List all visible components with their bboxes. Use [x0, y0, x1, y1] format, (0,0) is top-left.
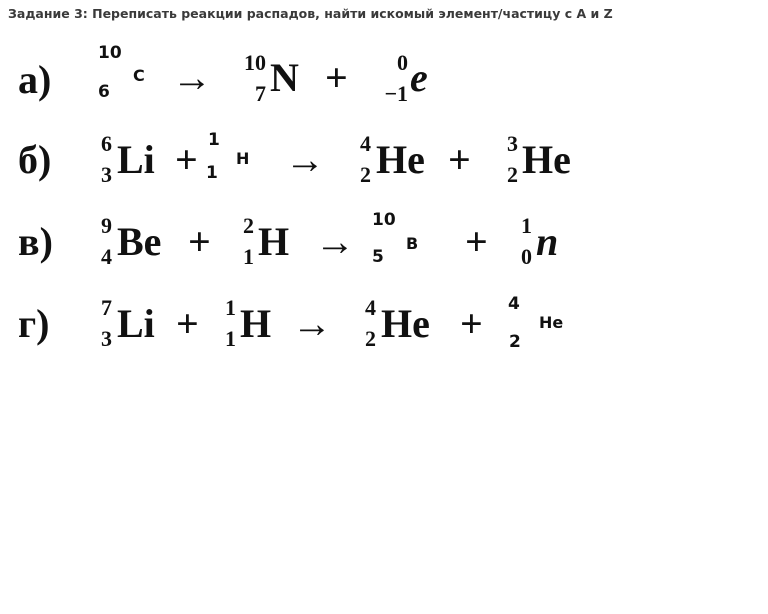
reaction-b-label: б): [18, 137, 52, 182]
reaction-b-product1-charge: 2: [360, 162, 371, 187]
reaction-g-reactant1-charge: 3: [101, 326, 112, 351]
reaction-b-plus1: +: [175, 137, 198, 182]
reaction-b-product2-charge: 2: [507, 162, 518, 187]
reaction-g-plus2: +: [460, 301, 483, 346]
reaction-v-reactant1-charge: 4: [101, 244, 112, 269]
reaction-g-reactant2-charge: 1: [225, 326, 236, 351]
reaction-v-reactant1-symbol: Be: [117, 219, 162, 264]
reaction-g-reactant1-mass: 7: [101, 295, 112, 320]
reaction-g-product2-charge: 2: [509, 332, 521, 352]
reaction-g-label: г): [18, 301, 50, 346]
reaction-v-plus1: +: [188, 219, 211, 264]
reaction-v-reactant1-mass: 9: [101, 213, 112, 238]
reaction-v-product1-symbol: B: [406, 234, 419, 253]
reaction-b-product2-symbol: He: [522, 137, 571, 182]
reaction-a-product1-charge: 7: [255, 81, 266, 106]
reaction-g-reactant2-mass: 1: [225, 295, 236, 320]
reaction-b-product1-symbol: He: [376, 137, 425, 182]
reaction-g-reactant2-symbol: H: [240, 301, 272, 346]
reaction-v-product2-symbol: n: [536, 219, 559, 264]
reaction-a-product2-charge: −1: [384, 81, 408, 106]
reaction-v-reactant2-charge: 1: [243, 244, 254, 269]
reaction-v-reactant2-mass: 2: [243, 213, 254, 238]
reaction-a-plus: +: [325, 55, 348, 100]
reaction-a-product2-mass: 0: [397, 50, 408, 75]
reaction-v-plus2: +: [465, 219, 488, 264]
reaction-b-reactant2-charge: 1: [206, 163, 218, 183]
task-title: Задание 3: Переписать реакции распадов, найти искомый элемент/частицу с А и Z: [8, 6, 613, 21]
reaction-v-reactant2-symbol: H: [258, 219, 290, 264]
reaction-v-arrow: →: [315, 219, 355, 264]
reaction-a-product1-mass: 10: [244, 50, 266, 75]
reaction-a-reactant-mass: 10: [98, 43, 122, 63]
reaction-v-product1-mass: 10: [372, 210, 396, 230]
reaction-g-reactant1-symbol: Li: [117, 301, 155, 346]
reaction-b-reactant1-symbol: Li: [117, 137, 155, 182]
reaction-b-reactant1-mass: 6: [101, 131, 112, 156]
reaction-b-plus2: +: [448, 137, 471, 182]
reaction-g-product2-mass: 4: [508, 294, 520, 314]
reaction-a-arrow: →: [172, 55, 212, 100]
reaction-a-reactant-charge: 6: [98, 82, 110, 102]
reaction-b-reactant2-symbol: H: [236, 149, 250, 168]
reaction-b-reactant1-charge: 3: [101, 162, 112, 187]
reaction-g-plus1: +: [176, 301, 199, 346]
reaction-v-product2-charge: 0: [521, 244, 532, 269]
reaction-a-product1-symbol: N: [270, 55, 299, 100]
reaction-a-label: а): [18, 57, 52, 102]
reaction-b-product2-mass: 3: [507, 131, 518, 156]
reaction-v-product1-charge: 5: [372, 247, 384, 267]
reaction-v-label: в): [18, 219, 53, 264]
reaction-g-product1-charge: 2: [365, 326, 376, 351]
reaction-v-product2-mass: 1: [521, 213, 532, 238]
reaction-g-arrow: →: [292, 301, 332, 346]
reaction-b-product1-mass: 4: [360, 131, 371, 156]
reaction-g-product1-symbol: He: [381, 301, 430, 346]
reaction-g-product1-mass: 4: [365, 295, 376, 320]
reaction-g-product2-symbol: He: [539, 313, 564, 332]
reaction-b-reactant2-mass: 1: [208, 130, 220, 150]
reaction-a-reactant-symbol: C: [133, 66, 145, 85]
reaction-b-arrow: →: [285, 137, 325, 182]
reaction-a-product2-symbol: e: [410, 55, 428, 100]
